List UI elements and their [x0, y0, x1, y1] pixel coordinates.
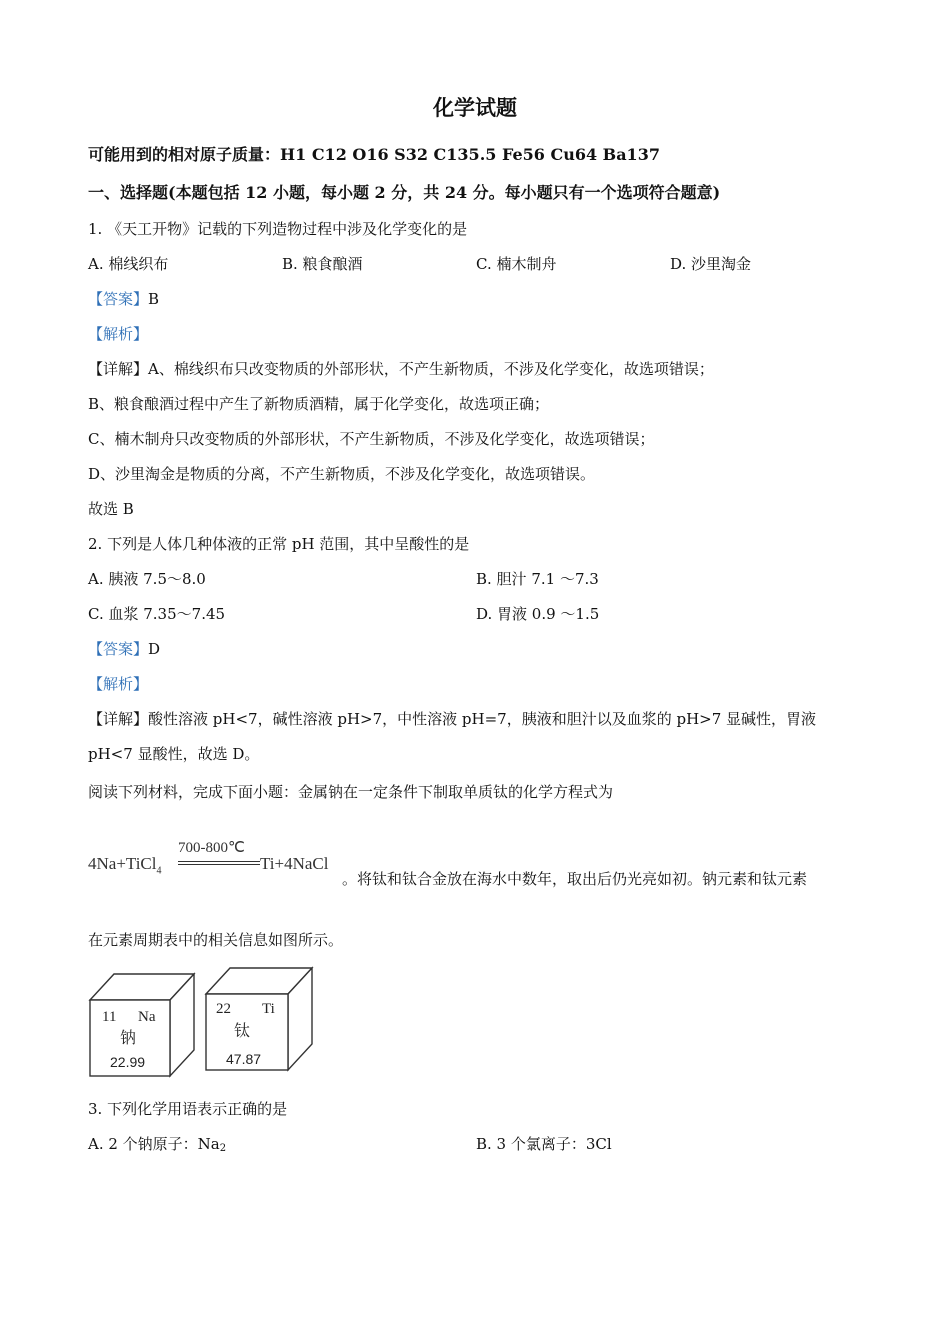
- q1-conclusion: 故选 B: [88, 500, 134, 518]
- q2-detail-line2: pH<7 显酸性，故选 D。: [88, 745, 260, 763]
- detail-text: 酸性溶液 pH<7，碱性溶液 pH>7，中性溶液 pH=7，胰液和胆汁以及血浆的 pH>7 显碱性，胃液: [148, 710, 817, 728]
- atomic-mass-line: 可能用到的相对原子质量：H1 C12 O16 S32 C135.5 Fe56 Cu64 Ba137: [88, 145, 660, 164]
- page-title: 化学试题: [433, 95, 517, 120]
- sodium-name: 钠: [120, 1028, 137, 1047]
- detail-label: 【详解】: [88, 360, 149, 378]
- q1-analysis-tag: 【解析】: [88, 325, 149, 343]
- titanium-name: 钛: [234, 1021, 251, 1040]
- titanium-atomic-number: 22: [216, 1001, 231, 1017]
- q1-option-b: B. 粮食酿酒: [282, 255, 363, 273]
- q1-option-c: C. 楠木制舟: [476, 255, 557, 273]
- q2-answer: [88, 638, 160, 660]
- q1-detail-d: D、沙里淘金是物质的分离，不产生新物质，不涉及化学变化，故选项错误。: [88, 465, 596, 483]
- q3-option-a: A. 2 个钠原子：Na2: [88, 1135, 227, 1154]
- sodium-atomic-number: 11: [102, 1009, 117, 1025]
- sodium-mass: 22.99: [110, 1054, 146, 1070]
- q2-option-a: A. 胰液 7.5～8.0: [88, 570, 206, 588]
- q3-option-b: B. 3 个氯离子：3Cl: [476, 1135, 612, 1153]
- q1-detail-a: [88, 358, 714, 380]
- answer-tag: 【答案】: [88, 640, 149, 658]
- q2-option-d: D. 胃液 0.9 ～1.5: [476, 605, 600, 623]
- q3-stem: 3. 下列化学用语表示正确的是: [88, 1100, 288, 1118]
- answer-value: B: [148, 290, 160, 308]
- sodium-symbol: Na: [138, 1009, 156, 1025]
- q1-detail-c: C、楠木制舟只改变物质的外部形状，不产生新物质，不涉及化学变化，故选项错误；: [88, 430, 655, 448]
- q1-option-a: A. 棉线织布: [88, 255, 169, 273]
- answer-tag: 【答案】: [88, 290, 149, 308]
- detail-label: 【详解】: [88, 710, 149, 728]
- section-heading: 一、选择题(本题包括 12 小题，每小题 2 分，共 24 分。每小题只有一个选项符合题意): [88, 183, 721, 202]
- q1-answer: [88, 288, 159, 310]
- equation-bar-top: [178, 861, 260, 862]
- reading-intro: 阅读下列材料，完成下面小题：金属钠在一定条件下制取单质钛的化学方程式为: [88, 783, 614, 801]
- q2-analysis-tag: 【解析】: [88, 675, 149, 693]
- equation-condition: 700-800℃: [178, 840, 245, 856]
- element-cards-figure: [86, 964, 326, 1080]
- q1-option-d: D. 沙里淘金: [670, 255, 752, 273]
- q2-option-b: B. 胆汁 7.1 ～7.3: [476, 570, 599, 588]
- answer-value: D: [148, 640, 161, 658]
- q2-detail-line1: [88, 708, 816, 730]
- titanium-mass: 47.87: [226, 1051, 262, 1067]
- detail-text: A、棉线织布只改变物质的外部形状，不产生新物质，不涉及化学变化，故选项错误；: [148, 360, 714, 378]
- equation-left: 4Na+TiCl$_4$: [88, 854, 162, 877]
- titanium-symbol: Ti: [262, 1001, 275, 1017]
- reading-line3: 在元素周期表中的相关信息如图所示。: [88, 931, 344, 949]
- q1-stem: 1. 《天工开物》记载的下列造物过程中涉及化学变化的是: [88, 220, 468, 238]
- q1-detail-b: B、粮食酿酒过程中产生了新物质酒精，属于化学变化，故选项正确；: [88, 395, 550, 413]
- reading-after-equation: 。将钛和钛合金放在海水中数年，取出后仍光亮如初。钠元素和钛元素: [342, 870, 808, 888]
- q2-option-c: C. 血浆 7.35～7.45: [88, 605, 226, 623]
- equation-right: Ti+4NaCl: [260, 854, 329, 873]
- equation-bar-bottom: [178, 864, 260, 865]
- q2-stem: 2. 下列是人体几种体液的正常 pH 范围，其中呈酸性的是: [88, 535, 470, 553]
